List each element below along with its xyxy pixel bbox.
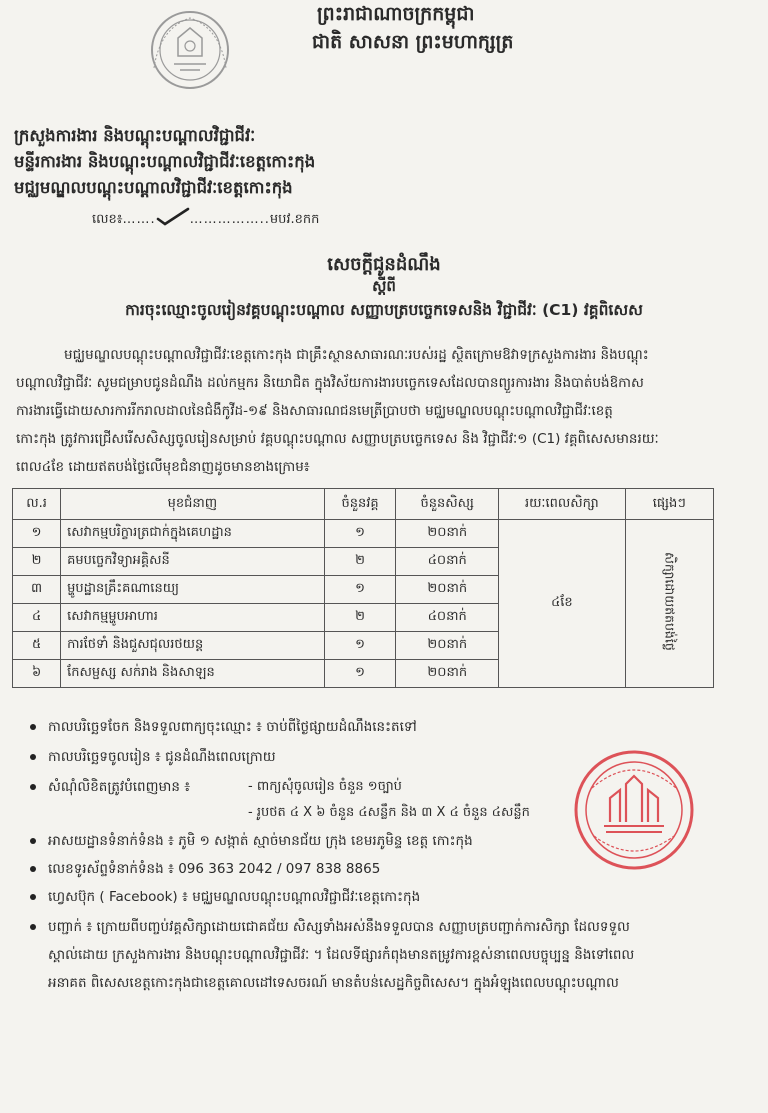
handwritten-mark-icon (156, 207, 190, 227)
row-skill: សេវាកម្មបរិក្ខារត្រជាក់ក្នុងគេហដ្ឋាន (61, 520, 325, 548)
motto-heading: ជាតិ សាសនា ព្រះមហាក្សត្រ (312, 31, 514, 53)
row-classes: ១ (324, 576, 396, 604)
row-no: ៤ (13, 604, 61, 632)
row-skill: ការថែទាំ និងជួសជុលរថយន្ត (61, 632, 325, 660)
official-stamp-icon (572, 748, 696, 872)
table-header-row (13, 489, 714, 520)
duration-cell: ៤ខែ (499, 520, 626, 688)
bullet-icon (30, 838, 36, 844)
header-duration: រយៈពេលសិក្សា (499, 489, 626, 520)
row-no: ៥ (13, 632, 61, 660)
ministry-seal-icon (140, 8, 240, 92)
row-classes: ២ (324, 548, 396, 576)
row-classes: ១ (324, 660, 396, 688)
other-cell (625, 520, 713, 688)
notice-title: សេចក្តីជូនដំណឹង (327, 254, 441, 275)
header-no: ល.រ (13, 489, 61, 520)
row-no: ២ (13, 548, 61, 576)
registration-period: កាលបរិច្ឆេទចែក និងទទួលពាក្យចុះឈ្មោះ ៖ ចាប់ពីថ្ងៃផ្សាយដំណឹងនេះតទៅ (48, 719, 417, 735)
row-students: ៤០នាក់ (396, 604, 499, 632)
row-skill: សេវាកម្មម្ហូបអាហារ (61, 604, 325, 632)
documents-label: សំណុំលិខិតត្រូវបំពេញមាន ៖ (48, 779, 191, 795)
header-skill: មុខជំនាញ (61, 489, 325, 520)
ref-label: លេខ៖ (92, 212, 123, 227)
reference-number (92, 207, 319, 230)
row-skill: គមបច្ចេកវិទ្យាអគ្គិសនី (61, 548, 325, 576)
header-other: ផ្សេងៗ (625, 489, 713, 520)
header-classes: ចំនួនវគ្គ (324, 489, 396, 520)
department-name: មន្ទីរការងារ និងបណ្តុះបណ្តាលវិជ្ជាជីវៈខេត្តកោះកុង (14, 152, 316, 171)
notice-subject-label: ស្តីពី (372, 277, 396, 295)
contact-address: អាសយដ្ឋានទំនាក់ទំនង ៖ ភូមិ ១ សង្កាត់ ស្មាច់មានជ័យ ក្រុង ខេមរភូមិន្ទ ខេត្ត កោះកុង (48, 833, 473, 849)
note-line: អនាគត ពិសេសខេត្តកោះកុងជាខេត្តគោលដៅទេសចរណ៍ មានតំបន់សេដ្ឋកិច្ចពិសេស។ ក្នុងអំឡុងពេលបណ្តុះបណ្តាល (48, 975, 619, 991)
row-classes: ១ (324, 520, 396, 548)
course-table (12, 488, 714, 688)
ref-dots-right: …………….. (189, 212, 270, 227)
bullet-icon (30, 784, 36, 790)
notice-subject: ការចុះឈ្មោះចូលរៀនវគ្គបណ្តុះបណ្តាល សញ្ញាបត្របច្ចេកទេសនិង វិជ្ជាជីវៈ (C1) វគ្គពិសេស (125, 301, 643, 319)
document-item: - រូបថត ៤ X ៦ ចំនួន ៤សន្លឹក និង ៣ X ៤ ចំនួន ៤សន្លឹក (248, 805, 530, 820)
bullet-icon (30, 924, 36, 930)
ministry-name: ក្រសួងការងារ និងបណ្តុះបណ្តាលវិជ្ជាជីវៈ (14, 126, 256, 145)
intro-line: មជ្ឈមណ្ឌលបណ្តុះបណ្តាលវិជ្ជាជីវៈខេត្តកោះកុង ជាគ្រឹះស្ថានសាធារណៈរបស់រដ្ឋ ស្ថិតក្រោមឱវាទក្រសួងការងារ និងបណ្តុះ (64, 347, 649, 363)
bullet-icon (30, 866, 36, 872)
note-line: ស្គាល់ដោយ ក្រសួងការងារ និងបណ្តុះបណ្តាលវិជ្ជាជីវៈ ។ ដែលទីផ្សារកំពុងមានតម្រូវការខ្ពស់នាពេលបច្ចុប្បន្ន និងទៅពេល (48, 947, 635, 963)
ref-dots-left: ……. (122, 212, 156, 227)
document-item: - ពាក្យសុំចូលរៀន ចំនួន ១ច្បាប់ (248, 779, 402, 794)
start-date: កាលបរិច្ឆេទចូលរៀន ៖ ជូនដំណឹងពេលក្រោយ (48, 749, 276, 765)
contact-phone: លេខទូរស័ព្ទទំនាក់ទំនង ៖ 096 363 2042 / 097 838 8865 (48, 861, 381, 877)
header-students: ចំនួនសិស្ស (396, 489, 499, 520)
table-row (13, 520, 714, 548)
free-tuition-note: សិក្សាដោយឥតបង់ថ្លៃ (662, 552, 678, 651)
row-no: ១ (13, 520, 61, 548)
row-skill: កែសម្ផស្ស សក់រាង និងសាឡន (61, 660, 325, 688)
intro-line: បណ្តាលវិជ្ជាជីវៈ សូមជម្រាបជូនដំណឹង ដល់កម្មករ និយោជិត ក្នុងវិស័យការងារបច្ចេកទេសដែលបានព្យួរការងារ និងបាត់បង់ឱកាស (16, 375, 644, 391)
bullet-icon (30, 894, 36, 900)
bullet-icon (30, 724, 36, 730)
intro-line: ការងារធ្វើដោយសារការរីករាលដាលនៃជំងឺកូវីដ-១៩ និងសាធារណជនមេត្រីប្រាបថា មជ្ឈមណ្ឌលបណ្តុះបណ្តាលវិជ្ជាជីវៈខេត្ត (16, 403, 613, 419)
intro-line: កោះកុង ត្រូវការជ្រើសរើសសិស្សចូលរៀនសម្រាប់ វគ្គបណ្តុះបណ្តាល សញ្ញាបត្របច្ចេកទេស និង វិជ្ជាជីវៈ១ (C1) វគ្គពិសេសមានរយៈ (16, 431, 659, 447)
kingdom-heading: ព្រះរាជាណាចក្រកម្ពុជា (317, 3, 475, 25)
row-students: ២០នាក់ (396, 576, 499, 604)
row-students: ២០នាក់ (396, 632, 499, 660)
row-no: ៣ (13, 576, 61, 604)
row-students: ៤០នាក់ (396, 548, 499, 576)
bullet-icon (30, 754, 36, 760)
row-students: ២០នាក់ (396, 660, 499, 688)
center-name: មជ្ឈមណ្ឌលបណ្តុះបណ្តាលវិជ្ជាជីវៈខេត្តកោះកុង (14, 178, 293, 197)
row-classes: ១ (324, 632, 396, 660)
intro-line: ពេល៤ខែ ដោយឥតបង់ថ្លៃលើមុខជំនាញដូចមានខាងក្រោម៖ (16, 459, 310, 475)
row-students: ២០នាក់ (396, 520, 499, 548)
note-line: បញ្ជាក់ ៖ ក្រោយពីបញ្ចប់វគ្គសិក្សាដោយជោគជ័យ សិស្សទាំងអស់នឹងទទួលបាន សញ្ញាបត្របញ្ជាក់ការសិក្សា ដែលទទួល (48, 919, 630, 935)
row-skill: ម្ហូបដ្ឋានគ្រឹះគណានេយ្យ (61, 576, 325, 604)
ref-suffix: មបវ.ខកក (269, 212, 320, 227)
row-classes: ២ (324, 604, 396, 632)
facebook-page: ហ្វេសប៊ុក ( Facebook) ៖ មជ្ឈមណ្ឌលបណ្តុះបណ្តាលវិជ្ជាជីវៈខេត្តកោះកុង (48, 889, 421, 905)
row-no: ៦ (13, 660, 61, 688)
